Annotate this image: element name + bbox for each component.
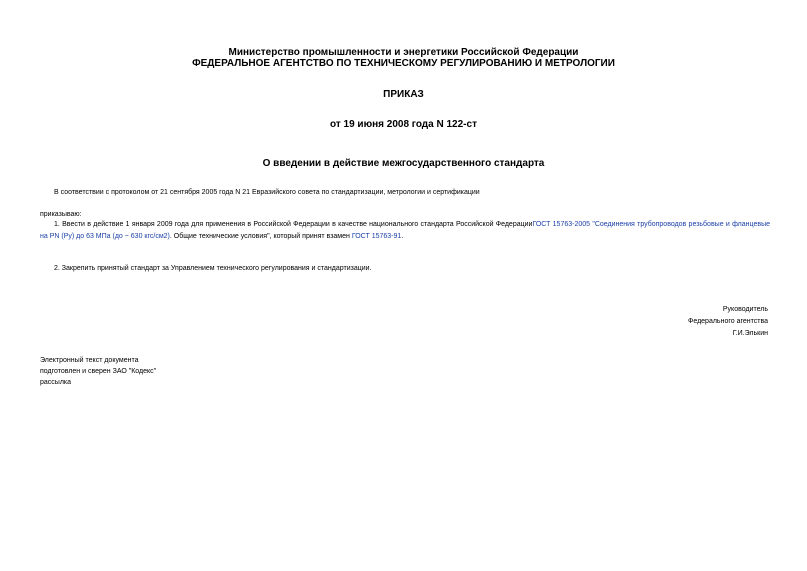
item1-prefix: 1. Ввести в действие 1 января 2009 года для применения в Российской Федерации в качестве национального стандарта Российской Федерации	[54, 221, 533, 228]
order-item-2: 2. Закрепить принятый стандарт за Управлением технического регулирования и стандартизации.	[54, 265, 372, 272]
document-type: ПРИКАЗ	[383, 89, 424, 100]
ministry-name: Министерство промышленности и энергетики Российской Федерации	[228, 47, 579, 58]
footer-line-3: рассылка	[40, 379, 72, 386]
gost-15763-2005-link[interactable]: ГОСТ 15763-2005 "Соединения трубопроводов резьбовые и фланцевые на PN (Py) до 63 МПа (до ~ 630 кгс/см2)	[40, 221, 770, 240]
signatory-organization: Федерального агентства	[688, 318, 768, 325]
item1-suffix: .	[401, 233, 404, 240]
order-item-1	[40, 219, 770, 243]
signature-block	[688, 304, 768, 340]
document-date-number: от 19 июня 2008 года N 122-ст	[330, 119, 477, 130]
item1-middle: . Общие технические условия", который принят взамен	[169, 233, 352, 240]
signatory-name: Г.И.Элькин	[732, 330, 768, 337]
footer-line-1: Электронный текст документа	[40, 357, 139, 364]
agency-name: ФЕДЕРАЛЬНОЕ АГЕНТСТВО ПО ТЕХНИЧЕСКОМУ РЕГУЛИРОВАНИЮ И МЕТРОЛОГИИ	[192, 58, 615, 69]
document-subject: О введении в действие межгосударственного стандарта	[262, 158, 545, 169]
footer-note	[40, 355, 156, 388]
signatory-position: Руководитель	[722, 306, 768, 313]
preamble-text: В соответствии с протоколом от 21 сентября 2005 года N 21 Евразийского совета по стандартизации, метрологии и сертификации	[54, 189, 480, 196]
gost-15763-91-link[interactable]: ГОСТ 15763-91	[351, 233, 402, 240]
footer-line-2: подготовлен и сверен ЗАО "Кодекс"	[40, 368, 157, 375]
order-word: приказываю:	[40, 211, 82, 218]
